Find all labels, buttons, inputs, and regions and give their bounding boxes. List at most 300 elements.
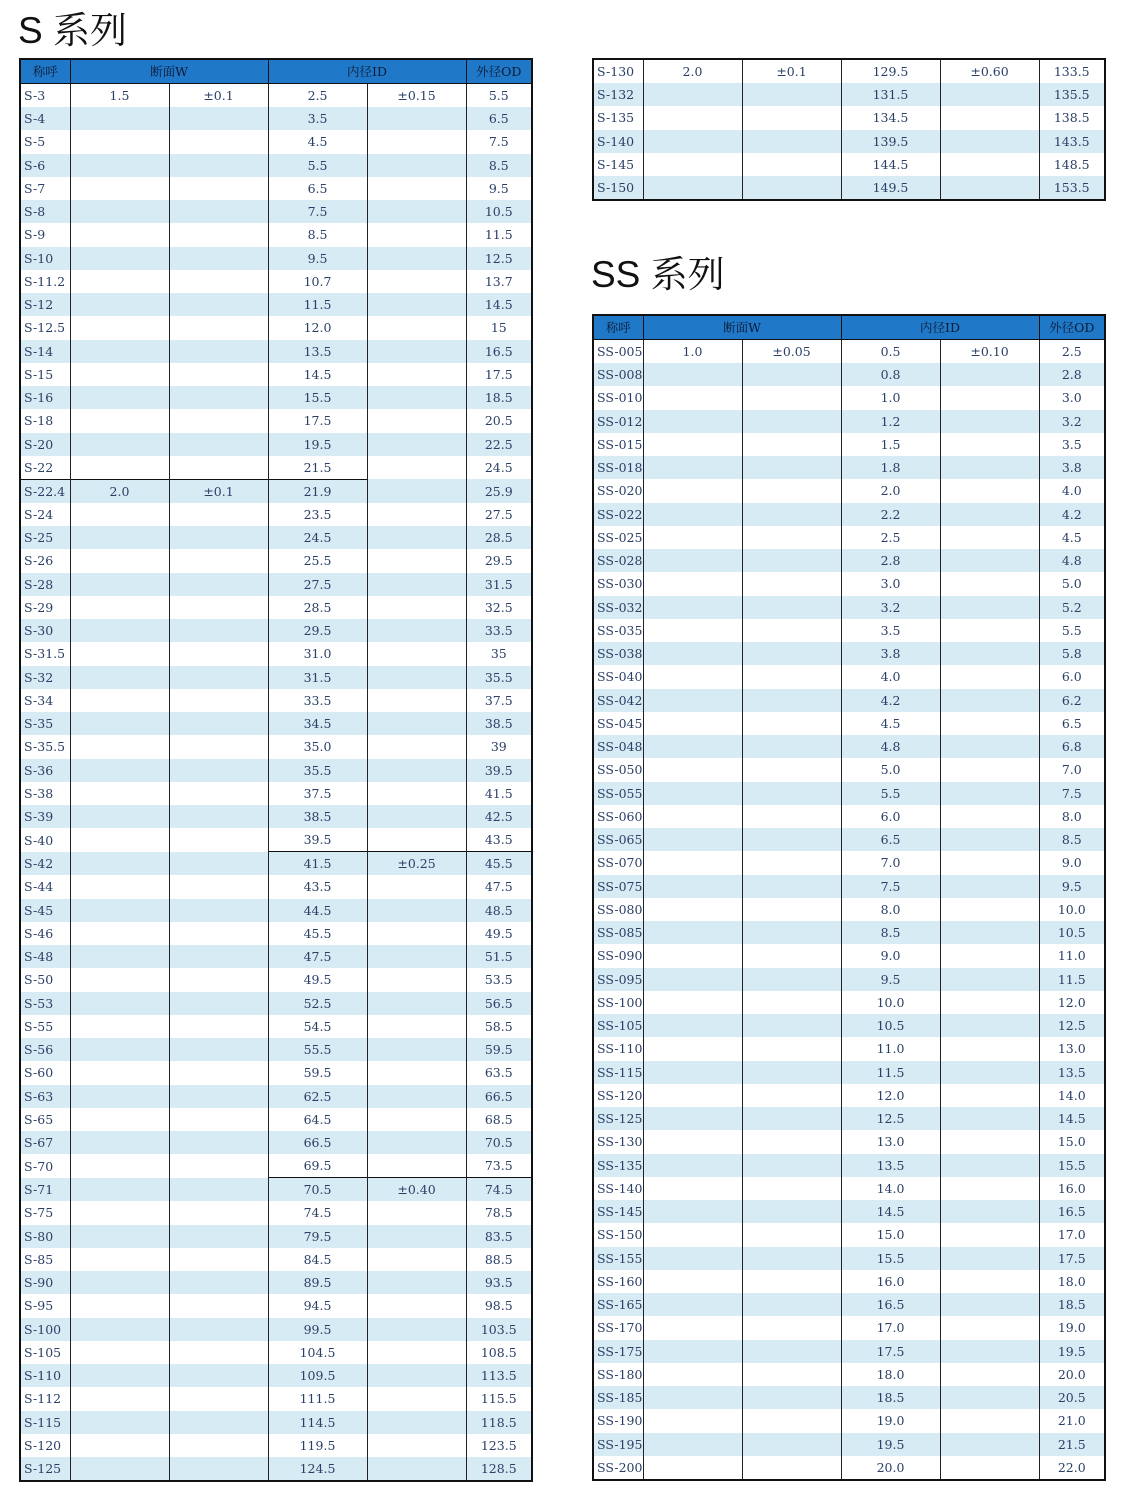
cell-inner-tol: [367, 1318, 466, 1341]
cell-section-tol: [169, 200, 268, 223]
cell-inner-id: 84.5: [268, 1248, 367, 1271]
table-row: [593, 805, 1105, 828]
cell-inner-id: 114.5: [268, 1411, 367, 1434]
cell-section-tol: [169, 1085, 268, 1108]
cell-inner-id: 59.5: [268, 1061, 367, 1084]
table-row: [593, 456, 1105, 479]
cell-inner-tol: [367, 107, 466, 130]
cell-name: S-42: [20, 852, 70, 876]
cell-inner-tol: [940, 1270, 1039, 1293]
cell-section-tol: [742, 1200, 841, 1223]
header-name: 称呼: [593, 315, 643, 340]
cell-section-tol: [169, 1225, 268, 1248]
cell-section-tol: [169, 666, 268, 689]
cell-inner-id: 13.0: [841, 1130, 940, 1153]
cell-section-w: [70, 503, 169, 526]
cell-outer-od: 32.5: [466, 596, 532, 619]
cell-name: SS-060: [593, 805, 643, 828]
cell-inner-tol: ±0.15: [367, 84, 466, 108]
cell-outer-od: 58.5: [466, 1015, 532, 1038]
cell-outer-od: 18.5: [1039, 1293, 1105, 1316]
table-row: [593, 1223, 1105, 1246]
cell-name: SS-025: [593, 526, 643, 549]
cell-section-w: [70, 1271, 169, 1294]
cell-section-w: 2.0: [643, 59, 742, 83]
cell-section-w: [643, 1363, 742, 1386]
cell-outer-od: 7.0: [1039, 758, 1105, 781]
table-row: [20, 968, 532, 991]
table-row: [20, 409, 532, 432]
cell-name: SS-105: [593, 1014, 643, 1037]
cell-section-w: [643, 665, 742, 688]
cell-inner-tol: [367, 549, 466, 572]
table-row: [593, 1061, 1105, 1084]
cell-inner-id: 64.5: [268, 1108, 367, 1131]
table-row: [593, 1363, 1105, 1386]
cell-section-tol: [169, 1387, 268, 1410]
cell-section-w: 1.0: [643, 340, 742, 364]
cell-name: SS-070: [593, 851, 643, 874]
cell-section-tol: [742, 1409, 841, 1432]
cell-inner-id: 144.5: [841, 153, 940, 176]
table-row: [20, 503, 532, 526]
cell-inner-id: 10.5: [841, 1014, 940, 1037]
cell-name: SS-120: [593, 1084, 643, 1107]
cell-outer-od: 9.5: [466, 177, 532, 200]
cell-inner-id: 33.5: [268, 689, 367, 712]
cell-inner-tol: [940, 1061, 1039, 1084]
cell-inner-tol: [367, 922, 466, 945]
cell-section-tol: [742, 1316, 841, 1339]
cell-inner-tol: [367, 828, 466, 852]
cell-section-tol: [742, 456, 841, 479]
cell-section-w: [643, 1200, 742, 1223]
cell-inner-tol: [367, 1271, 466, 1294]
cell-section-w: [643, 176, 742, 200]
cell-inner-id: 6.5: [841, 828, 940, 851]
cell-outer-od: 88.5: [466, 1248, 532, 1271]
cell-inner-id: 45.5: [268, 922, 367, 945]
cell-inner-id: 39.5: [268, 828, 367, 852]
cell-inner-id: 21.9: [268, 479, 367, 503]
cell-inner-tol: [367, 200, 466, 223]
cell-outer-od: 11.0: [1039, 944, 1105, 967]
table-row: [20, 1225, 532, 1248]
cell-name: SS-042: [593, 689, 643, 712]
cell-inner-tol: [940, 921, 1039, 944]
table-row: [593, 898, 1105, 921]
cell-outer-od: 10.5: [466, 200, 532, 223]
cell-inner-tol: [367, 154, 466, 177]
cell-section-tol: [742, 1293, 841, 1316]
cell-outer-od: 8.0: [1039, 805, 1105, 828]
table-row: [593, 1014, 1105, 1037]
cell-inner-tol: [940, 1107, 1039, 1130]
cell-inner-id: 139.5: [841, 130, 940, 153]
cell-section-w: [643, 735, 742, 758]
cell-outer-od: 6.8: [1039, 735, 1105, 758]
table-row: [20, 1457, 532, 1481]
cell-outer-od: 3.5: [1039, 433, 1105, 456]
cell-section-w: [70, 782, 169, 805]
cell-section-tol: [742, 153, 841, 176]
cell-outer-od: 20.5: [466, 409, 532, 432]
cell-inner-tol: [367, 130, 466, 153]
cell-section-w: [643, 456, 742, 479]
cell-inner-tol: [367, 1341, 466, 1364]
table-row: [20, 270, 532, 293]
table-row: [593, 1130, 1105, 1153]
cell-section-w: [70, 200, 169, 223]
cell-inner-tol: [367, 1457, 466, 1481]
cell-section-w: [70, 805, 169, 828]
cell-name: SS-040: [593, 665, 643, 688]
cell-inner-tol: [367, 340, 466, 363]
cell-section-w: [70, 1085, 169, 1108]
cell-section-tol: [742, 1247, 841, 1270]
cell-inner-tol: [940, 735, 1039, 758]
cell-name: SS-035: [593, 619, 643, 642]
cell-outer-od: 42.5: [466, 805, 532, 828]
table-row: [593, 1409, 1105, 1432]
cell-inner-id: 8.5: [841, 921, 940, 944]
cell-inner-id: 54.5: [268, 1015, 367, 1038]
cell-section-tol: [169, 1318, 268, 1341]
cell-outer-od: 43.5: [466, 828, 532, 852]
cell-section-w: [643, 1386, 742, 1409]
cell-section-w: [70, 596, 169, 619]
table-header-row: [593, 315, 1105, 340]
cell-inner-id: 1.2: [841, 410, 940, 433]
cell-name: S-22.4: [20, 479, 70, 503]
cell-outer-od: 14.0: [1039, 1084, 1105, 1107]
cell-section-w: [643, 433, 742, 456]
cell-section-tol: [742, 130, 841, 153]
cell-inner-id: 1.0: [841, 386, 940, 409]
cell-section-w: [70, 1341, 169, 1364]
cell-inner-tol: [940, 1130, 1039, 1153]
cell-inner-id: 41.5: [268, 852, 367, 876]
cell-outer-od: 3.2: [1039, 410, 1105, 433]
table-row: [593, 1154, 1105, 1177]
cell-outer-od: 49.5: [466, 922, 532, 945]
cell-outer-od: 6.5: [466, 107, 532, 130]
cell-outer-od: 123.5: [466, 1434, 532, 1457]
cell-section-w: [70, 875, 169, 898]
table-row: [20, 386, 532, 409]
cell-outer-od: 21.0: [1039, 1409, 1105, 1432]
cell-section-w: [643, 1130, 742, 1153]
cell-section-w: [643, 130, 742, 153]
cell-outer-od: 10.0: [1039, 898, 1105, 921]
cell-section-w: [70, 619, 169, 642]
table-row: [20, 759, 532, 782]
cell-name: S-135: [593, 106, 643, 129]
cell-section-tol: [742, 1107, 841, 1130]
cell-inner-id: 8.5: [268, 223, 367, 246]
cell-inner-id: 11.5: [268, 293, 367, 316]
cell-inner-id: 28.5: [268, 596, 367, 619]
cell-section-tol: [169, 316, 268, 339]
cell-section-tol: [742, 1456, 841, 1480]
ss-series-table: [592, 314, 1106, 1481]
cell-inner-id: 79.5: [268, 1225, 367, 1248]
cell-section-tol: [742, 1386, 841, 1409]
cell-section-w: [643, 153, 742, 176]
header-outer-od: 外径OD: [1039, 315, 1105, 340]
cell-section-tol: [169, 1248, 268, 1271]
cell-inner-tol: [367, 363, 466, 386]
cell-section-w: [70, 1015, 169, 1038]
cell-section-w: [70, 1154, 169, 1178]
table-row: [20, 1318, 532, 1341]
cell-name: S-65: [20, 1108, 70, 1131]
cell-inner-tol: [940, 130, 1039, 153]
cell-section-tol: [169, 899, 268, 922]
cell-inner-id: 109.5: [268, 1364, 367, 1387]
cell-name: SS-075: [593, 875, 643, 898]
cell-section-w: [70, 922, 169, 945]
cell-inner-tol: [940, 712, 1039, 735]
table-row: [593, 130, 1105, 153]
cell-name: SS-095: [593, 968, 643, 991]
cell-section-w: [643, 828, 742, 851]
cell-name: S-50: [20, 968, 70, 991]
cell-section-tol: [742, 642, 841, 665]
table-row: [20, 433, 532, 456]
table-row: [20, 689, 532, 712]
cell-section-tol: ±0.1: [742, 59, 841, 83]
table-row: [593, 59, 1105, 83]
cell-inner-tol: [367, 433, 466, 456]
cell-section-w: [643, 1037, 742, 1060]
cell-name: S-53: [20, 992, 70, 1015]
cell-inner-id: 3.8: [841, 642, 940, 665]
cell-inner-tol: [367, 479, 466, 503]
cell-name: SS-018: [593, 456, 643, 479]
cell-name: S-7: [20, 177, 70, 200]
table-row: [593, 1293, 1105, 1316]
cell-inner-id: 7.5: [268, 200, 367, 223]
cell-outer-od: 39: [466, 735, 532, 758]
cell-section-tol: [169, 503, 268, 526]
cell-name: S-55: [20, 1015, 70, 1038]
cell-inner-id: 6.0: [841, 805, 940, 828]
cell-outer-od: 138.5: [1039, 106, 1105, 129]
cell-inner-id: 47.5: [268, 945, 367, 968]
cell-inner-id: 21.5: [268, 456, 367, 480]
cell-section-w: [643, 944, 742, 967]
table-row: [20, 247, 532, 270]
cell-name: S-3: [20, 84, 70, 108]
cell-inner-id: 35.0: [268, 735, 367, 758]
cell-section-tol: [742, 1037, 841, 1060]
table-row: [20, 573, 532, 596]
cell-name: S-40: [20, 828, 70, 852]
cell-name: S-80: [20, 1225, 70, 1248]
cell-outer-od: 38.5: [466, 712, 532, 735]
table-row: [593, 549, 1105, 572]
cell-name: SS-190: [593, 1409, 643, 1432]
cell-inner-id: 43.5: [268, 875, 367, 898]
cell-section-tol: [169, 1038, 268, 1061]
table-row: [593, 503, 1105, 526]
cell-name: S-36: [20, 759, 70, 782]
cell-inner-tol: [940, 1456, 1039, 1480]
cell-name: SS-170: [593, 1316, 643, 1339]
cell-inner-id: 55.5: [268, 1038, 367, 1061]
cell-inner-tol: [940, 1200, 1039, 1223]
cell-name: S-15: [20, 363, 70, 386]
cell-outer-od: 2.5: [1039, 340, 1105, 364]
table-row: [20, 456, 532, 480]
cell-inner-id: 70.5: [268, 1178, 367, 1202]
cell-section-w: [643, 782, 742, 805]
table-row: [20, 1038, 532, 1061]
cell-name: S-75: [20, 1201, 70, 1224]
table-row: [20, 154, 532, 177]
cell-outer-od: 153.5: [1039, 176, 1105, 200]
cell-inner-tol: [367, 1411, 466, 1434]
cell-outer-od: 47.5: [466, 875, 532, 898]
cell-section-tol: [742, 805, 841, 828]
cell-inner-tol: [940, 456, 1039, 479]
cell-section-tol: [742, 1084, 841, 1107]
cell-inner-id: 38.5: [268, 805, 367, 828]
cell-section-tol: [169, 1457, 268, 1481]
cell-inner-tol: [367, 1131, 466, 1154]
table-row: [593, 433, 1105, 456]
cell-inner-tol: [367, 1038, 466, 1061]
cell-outer-od: 3.8: [1039, 456, 1105, 479]
cell-outer-od: 11.5: [466, 223, 532, 246]
table-row: [593, 479, 1105, 502]
cell-section-tol: [742, 712, 841, 735]
cell-inner-tol: [367, 992, 466, 1015]
cell-name: SS-155: [593, 1247, 643, 1270]
cell-name: S-8: [20, 200, 70, 223]
cell-name: S-35: [20, 712, 70, 735]
cell-outer-od: 37.5: [466, 689, 532, 712]
cell-outer-od: 74.5: [466, 1178, 532, 1202]
cell-outer-od: 22.5: [466, 433, 532, 456]
cell-outer-od: 24.5: [466, 456, 532, 480]
cell-name: SS-022: [593, 503, 643, 526]
s-series-title: S 系列: [18, 10, 127, 51]
cell-inner-id: 2.5: [268, 84, 367, 108]
cell-inner-tol: [940, 549, 1039, 572]
cell-section-tol: [169, 945, 268, 968]
cell-outer-od: 20.5: [1039, 1386, 1105, 1409]
cell-name: SS-150: [593, 1223, 643, 1246]
cell-section-w: [643, 1107, 742, 1130]
cell-section-tol: [742, 503, 841, 526]
cell-inner-tol: [940, 526, 1039, 549]
cell-section-w: [70, 1434, 169, 1457]
cell-section-tol: [742, 1340, 841, 1363]
cell-outer-od: 17.0: [1039, 1223, 1105, 1246]
cell-inner-id: 0.8: [841, 363, 940, 386]
cell-section-w: [70, 107, 169, 130]
cell-inner-tol: [940, 410, 1039, 433]
cell-inner-tol: [367, 270, 466, 293]
header-name: 称呼: [20, 59, 70, 84]
cell-section-w: [70, 340, 169, 363]
cell-inner-id: 2.5: [841, 526, 940, 549]
table-row: [593, 758, 1105, 781]
table-row: [20, 1131, 532, 1154]
cell-inner-tol: [367, 526, 466, 549]
cell-section-tol: [742, 1014, 841, 1037]
cell-inner-id: 15.5: [841, 1247, 940, 1270]
cell-section-w: [70, 1364, 169, 1387]
cell-section-tol: [169, 712, 268, 735]
cell-outer-od: 4.2: [1039, 503, 1105, 526]
cell-outer-od: 11.5: [1039, 968, 1105, 991]
cell-inner-id: 7.0: [841, 851, 940, 874]
cell-name: S-67: [20, 1131, 70, 1154]
cell-inner-tol: [940, 596, 1039, 619]
cell-section-tol: [169, 270, 268, 293]
cell-section-w: [643, 386, 742, 409]
cell-section-tol: [169, 992, 268, 1015]
cell-section-tol: [742, 549, 841, 572]
table-row: [20, 316, 532, 339]
cell-section-tol: [169, 1294, 268, 1317]
cell-outer-od: 8.5: [1039, 828, 1105, 851]
cell-inner-id: 10.7: [268, 270, 367, 293]
cell-outer-od: 16.0: [1039, 1177, 1105, 1200]
table-row: [20, 805, 532, 828]
cell-inner-id: 18.0: [841, 1363, 940, 1386]
table-row: [20, 1411, 532, 1434]
cell-inner-tol: [367, 177, 466, 200]
cell-section-w: [643, 619, 742, 642]
table-row: [20, 223, 532, 246]
cell-inner-tol: ±0.40: [367, 1178, 466, 1202]
cell-section-w: 1.5: [70, 84, 169, 108]
cell-inner-tol: [940, 968, 1039, 991]
cell-inner-tol: [367, 1015, 466, 1038]
table-row: [593, 735, 1105, 758]
cell-name: S-20: [20, 433, 70, 456]
cell-section-tol: [169, 852, 268, 876]
cell-section-tol: [169, 759, 268, 782]
cell-inner-id: 23.5: [268, 503, 367, 526]
cell-section-w: [70, 1411, 169, 1434]
cell-outer-od: 12.5: [1039, 1014, 1105, 1037]
cell-section-tol: [169, 130, 268, 153]
cell-inner-id: 19.5: [268, 433, 367, 456]
cell-section-tol: [742, 851, 841, 874]
cell-inner-id: 13.5: [841, 1154, 940, 1177]
cell-inner-id: 4.5: [841, 712, 940, 735]
cell-outer-od: 16.5: [466, 340, 532, 363]
cell-section-w: [70, 456, 169, 480]
cell-section-w: [70, 1294, 169, 1317]
table-row: [20, 992, 532, 1015]
table-row: [20, 130, 532, 153]
cell-section-w: [70, 828, 169, 852]
cell-inner-id: 119.5: [268, 1434, 367, 1457]
cell-section-tol: [742, 363, 841, 386]
cell-section-tol: [169, 154, 268, 177]
cell-inner-id: 19.5: [841, 1433, 940, 1456]
cell-name: S-60: [20, 1061, 70, 1084]
cell-name: SS-010: [593, 386, 643, 409]
table-row: [20, 1178, 532, 1202]
cell-inner-id: 17.0: [841, 1316, 940, 1339]
